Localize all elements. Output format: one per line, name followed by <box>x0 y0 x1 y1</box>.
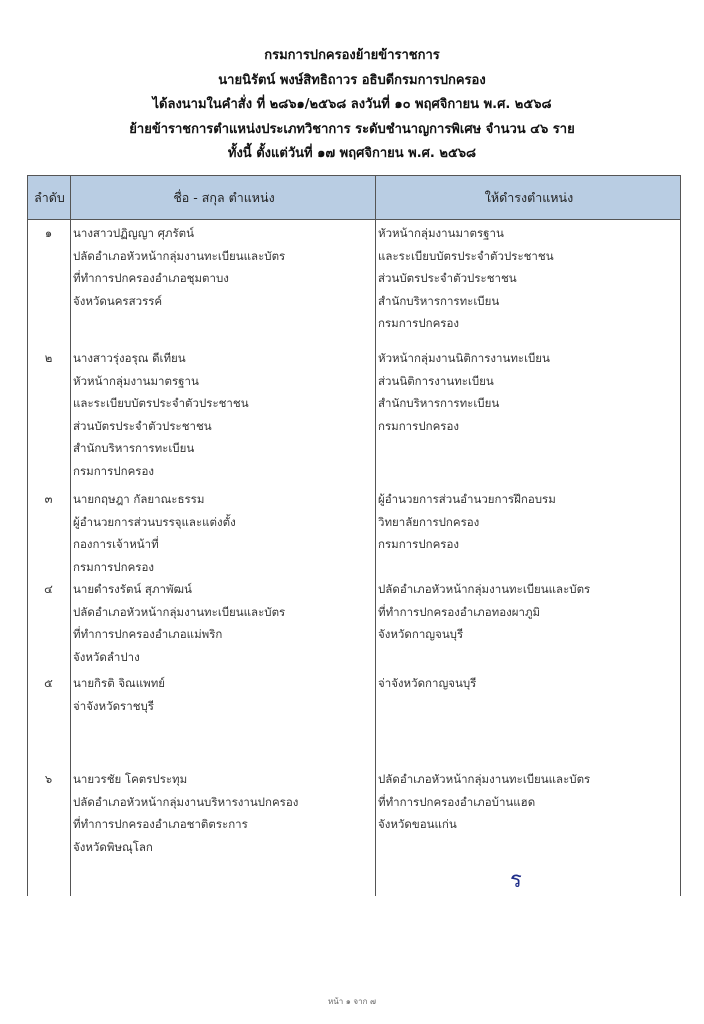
new-position-cell <box>378 768 678 836</box>
new-position-line: จังหวัดกาญจนบุรี <box>378 627 464 641</box>
current-position-line: กองการเจ้าหน้าที่ <box>73 537 159 551</box>
current-position-cell <box>73 347 373 482</box>
current-position-line: จ่าจังหวัดราชบุรี <box>73 698 154 713</box>
header-line: นายนิรัตน์ พงษ์สิทธิถาวร อธิบดีกรมการปกครอง <box>218 72 486 88</box>
row-number: ๕ <box>44 676 53 690</box>
new-position-line: สำนักบริหารการทะเบียน <box>378 396 500 410</box>
current-position-line: ผู้อำนวยการส่วนบรรจุและแต่งตั้ง <box>73 514 236 529</box>
current-position-cell <box>73 222 373 312</box>
current-position-line: หัวหน้ากลุ่มงานมาตรฐาน <box>73 373 199 388</box>
current-position-line: กรมการปกครอง <box>73 463 154 478</box>
new-position-cell <box>378 347 678 437</box>
current-position-line: สำนักบริหารการทะเบียน <box>73 441 195 455</box>
person-name: นายกิรติ จิณแพทย์ <box>73 676 166 690</box>
new-position-line: ที่ทำการปกครองอำเภอทองผาภูมิ <box>378 604 541 619</box>
row-number: ๔ <box>44 582 53 596</box>
current-position-line: ปลัดอำเภอหัวหน้ากลุ่มงานทะเบียนและบัตร <box>73 248 286 263</box>
new-position-line: กรมการปกครอง <box>378 316 459 330</box>
new-position-cell <box>378 488 678 556</box>
column-header-order: ลำดับ <box>34 190 65 205</box>
new-position-line: จังหวัดขอนแก่น <box>378 817 457 831</box>
new-position-line: ปลัดอำเภอหัวหน้ากลุ่มงานทะเบียนและบัตร <box>378 772 591 786</box>
column-header-name-position: ชื่อ - สกุล ตำแหน่ง <box>173 190 275 205</box>
column-divider <box>70 175 71 896</box>
handwritten-initial: ร <box>510 868 522 893</box>
current-position-cell <box>73 768 373 858</box>
row-number: ๒ <box>44 351 53 365</box>
row-number: ๓ <box>44 492 53 506</box>
current-position-line: กรมการปกครอง <box>73 559 154 574</box>
header-line: ย้ายข้าราชการตำแหน่งประเภทวิชาการ ระดับชำนาญการพิเศษ จำนวน ๔๖ ราย <box>129 121 575 137</box>
row-number: ๖ <box>44 772 53 786</box>
person-name: นายดำรงรัตน์ สุภาพัฒน์ <box>73 582 192 596</box>
current-position-line: ปลัดอำเภอหัวหน้ากลุ่มงานทะเบียนและบัตร <box>73 604 286 619</box>
new-position-line: ปลัดอำเภอหัวหน้ากลุ่มงานทะเบียนและบัตร <box>378 582 591 596</box>
person-name: นายกฤษฎา กัลยาณะธรรม <box>73 492 205 506</box>
new-position-cell <box>378 672 678 695</box>
new-position-line: ที่ทำการปกครองอำเภอบ้านแฮด <box>378 794 536 809</box>
current-position-cell <box>73 578 373 668</box>
new-position-line: หัวหน้ากลุ่มงานมาตรฐาน <box>378 226 504 240</box>
current-position-line: ส่วนบัตรประจำตัวประชาชน <box>73 418 212 433</box>
current-position-line: ปลัดอำเภอหัวหน้ากลุ่มงานบริหารงานปกครอง <box>73 794 299 809</box>
table-border-right <box>680 175 681 896</box>
person-name: นายวรชัย โคตรประทุม <box>73 772 188 786</box>
new-position-line: และระเบียบบัตรประจำตัวประชาชน <box>378 248 554 263</box>
new-position-line: ส่วนบัตรประจำตัวประชาชน <box>378 271 517 285</box>
current-position-cell <box>73 488 373 578</box>
current-position-line: ที่ทำการปกครองอำเภอแม่พริก <box>73 627 223 641</box>
page-footer: หน้า ๑ จาก ๗ <box>328 997 376 1006</box>
current-position-line: จังหวัดพิษณุโลก <box>73 839 153 854</box>
column-divider <box>375 175 376 896</box>
new-position-line: ผู้อำนวยการส่วนอำนวยการฝึกอบรม <box>378 492 556 506</box>
header-line: ทั้งนี้ ตั้งแต่วันที่ ๑๗ พฤศจิกายน พ.ศ. ๒๕๖๘ <box>227 146 477 161</box>
current-position-cell <box>73 672 373 717</box>
new-position-line: กรมการปกครอง <box>378 537 459 551</box>
person-name: นางสาวรุ่งอรุณ ดีเทียน <box>73 351 186 365</box>
new-position-line: ส่วนนิติการงานทะเบียน <box>378 373 494 388</box>
current-position-line: ที่ทำการปกครองอำเภอชุมตาบง <box>73 271 229 285</box>
header-line: ได้ลงนามในคำสั่ง ที่ ๒๘๖๑/๒๕๖๘ ลงวันที่ ๑๐ พฤศจิกายน พ.ศ. ๒๕๖๘ <box>152 97 552 112</box>
transfer-table <box>27 175 681 896</box>
new-position-line: วิทยาลัยการปกครอง <box>378 514 480 529</box>
current-position-line: และระเบียบบัตรประจำตัวประชาชน <box>73 396 249 410</box>
document-header <box>0 44 704 167</box>
current-position-line: จังหวัดนครสวรรค์ <box>73 293 163 308</box>
column-header-new-position: ให้ดำรงตำแหน่ง <box>484 190 574 205</box>
row-number: ๑ <box>44 226 53 240</box>
person-name: นางสาวปฏิญญา ศุภรัตน์ <box>73 226 194 240</box>
new-position-cell <box>378 222 678 335</box>
new-position-line: จ่าจังหวัดกาญจนบุรี <box>378 676 477 690</box>
new-position-cell <box>378 578 678 646</box>
new-position-line: หัวหน้ากลุ่มงานนิติการงานทะเบียน <box>378 351 550 365</box>
new-position-line: สำนักบริหารการทะเบียน <box>378 293 500 308</box>
table-header <box>27 175 681 220</box>
new-position-line: กรมการปกครอง <box>378 418 459 433</box>
header-line: กรมการปกครองย้ายข้าราชการ <box>264 48 440 63</box>
current-position-line: จังหวัดลำปาง <box>73 649 140 664</box>
current-position-line: ที่ทำการปกครองอำเภอชาติตระการ <box>73 817 248 831</box>
